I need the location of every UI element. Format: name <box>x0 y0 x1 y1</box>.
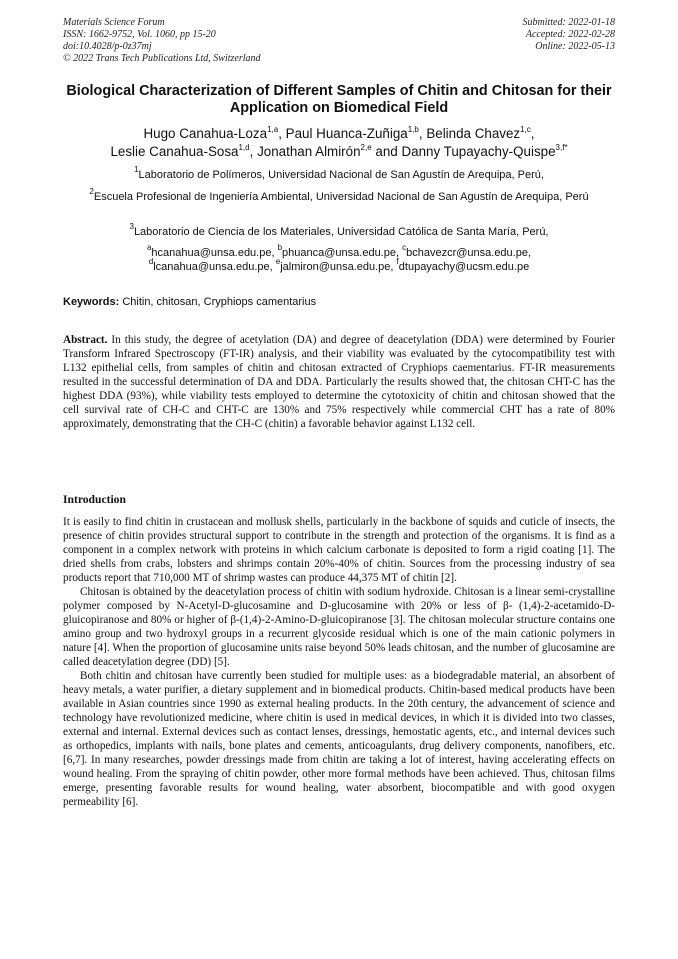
abstract-text: In this study, the degree of acetylation (DA) and degree of deacetylation (DDA) were determined by Fourier Transform Infrared Spectroscopy (FT-IR) analysis, and their viability was evaluated by the cytocompatibility test with L132 epithelial cells, from samples of chitin and chitosan extracted of Cryphiops caementarius. FT-IR measurements resulted in the successful determination of DA and DDA. Particularly the results showed that, the chitosan CHT-C has the highest DDA (93%), while viability tests employed to determine the cytotoxicity of chitin and chitosan showed that the cell survival rate of CH-C and CHT-C are 130% and 75% respectively while commercial CHT has a rate of 80% approximately, demonstrating that the CH-C (chitin) a favorable behavior against L132 cell. <box>63 334 616 430</box>
email-link[interactable]: lcanahua@unsa.edu.pe <box>153 261 270 273</box>
introduction-body <box>63 515 615 809</box>
keywords-text: Chitin, chitosan, Cryphiops camentarius <box>122 296 317 308</box>
email-link[interactable]: jalmiron@unsa.edu.pe <box>280 261 391 273</box>
author-list: Hugo Canahua-Loza$^{1,a}$, Paul Huanca-Zuñiga$^{1,b}$, Belinda Chavez$^{1,c}$, Leslie Canahua-Sosa$^{1,d}$, Jonathan Almirón$^{2,e}$ and Danny Tupayachy-Quispe$^{3,f*}$ <box>110 124 568 159</box>
journal-copyright: © 2022 Trans Tech Publications Ltd, Switzerland <box>63 53 261 64</box>
author-affiliation-mark: 2,e <box>360 142 372 152</box>
section-heading-introduction: Introduction <box>63 493 126 506</box>
online-date: Online: 2022-05-13 <box>535 41 615 52</box>
author-affiliation-mark: 1,d <box>238 142 250 152</box>
email-link[interactable]: phuanca@unsa.edu.pe <box>282 247 396 259</box>
keywords-label: Keywords: <box>63 296 120 308</box>
author-name: Hugo Canahua-Loza <box>143 126 268 141</box>
journal-issn: ISSN: 1662-9752, Vol. 1060, pp 15-20 <box>63 29 216 40</box>
publication-dates <box>523 17 616 53</box>
author-affiliation-mark: 3,f* <box>555 142 568 152</box>
submitted-date: Submitted: 2022-01-18 <box>522 17 615 28</box>
affiliation-2: $^2$Escuela Profesional de Ingeniería Ambiental, Universidad Nacional de San Agustín de Arequipa, Perú <box>89 187 589 203</box>
journal-doi: doi:10.4028/p-0z37mj <box>63 41 152 52</box>
journal-info <box>63 17 261 65</box>
author-name: Leslie Canahua-Sosa <box>110 144 239 159</box>
author-name: Danny Tupayachy-Quispe <box>401 144 556 159</box>
paper-title: Biological Characterization of Different Samples of Chitin and Chitosan for their Application on Biomedical Field <box>66 83 612 116</box>
author-affiliation-mark: 1,c <box>520 124 531 134</box>
affiliation-3: $^3$Laboratorio de Ciencia de los Materiales, Universidad Católica de Santa María, Perú, <box>129 222 549 238</box>
author-name: Jonathan Almirón <box>257 144 361 159</box>
author-affiliation-mark: 1,a <box>267 124 279 134</box>
author-name: Belinda Chavez <box>426 126 521 141</box>
journal-name: Materials Science Forum <box>63 17 165 28</box>
paragraph: It is easily to find chitin in crustacean and mollusk shells, particularly in the backbone of squids and cuticle of insects, the presence of chitin provides structural support to contribute in the strength and protection of the organisms. It is find as a component in a complex network with proteins in which calcium carbonate is deposited to form a rigid coating [1]. The dried shells from crabs, lobsters and shrimps contain 20%-40% of chitin. Sources from the processing industry of sea products report that 710,000 MT of shrimp wastes can produce 44,375 MT of chitin [2]. <box>63 516 615 584</box>
paragraph: Both chitin and chitosan have currently been studied for multiple uses: as a biodegradable material, an absorbent of heavy metals, a water purifier, a dietary supplement and in biomedical products. Chitin-based medical products have been available in Asian countries since 1990 as external healing products. In the 20th century, the advancement of science and technology have revolutionized medicine, where chitin is used in medical devices, in which it is divided into two classes, external and internal. External devices such as contact lenses, dressings, hemostatic agents, etc., and internal devices such as orthopedics, implants with nails, bone plates and cements, anticoagulants, drug delivery components, nanofibers, etc. [6,7]. In many researches, powder dressings made from chitin are taking a lot of interest, having accelerating effects on wound healing. From the spraying of chitin powder, other more formal methods have been achieved. Thus, chitosan films emerge, presenting favorable results for wound healing, water absorbent, biocompatible and with good oxygen permeability [6]. <box>63 670 615 808</box>
email-link[interactable]: bchavezcr@unsa.edu.pe <box>406 247 528 259</box>
affiliation-1: $^1$Laboratorio de Polímeros, Universidad Nacional de San Agustín de Arequipa, Perú, <box>134 165 544 181</box>
abstract-label: Abstract. <box>63 334 108 346</box>
author-affiliation-mark: 1,b <box>407 124 419 134</box>
email-link[interactable]: dtupayachy@ucsm.edu.pe <box>398 261 530 273</box>
author-emails: $^a$hcanahua@unsa.edu.pe, $^b$phuanca@unsa.edu.pe, $^c$bchavezcr@unsa.edu.pe, $^d$lcanahua@unsa.edu.pe, $^e$jalmiron@unsa.edu.pe, $^f$dtupayachy@ucsm.edu.pe <box>146 243 532 273</box>
author-name: Paul Huanca-Zuñiga <box>285 126 408 141</box>
keywords <box>63 295 615 309</box>
paragraph: Chitosan is obtained by the deacetylation process of chitin with sodium hydroxide. Chitosan is a linear semi-crystalline polymer composed by N-Acetyl-D-glucosamine and D-glucosamine with 20% or less of β- (1,4)-2-acetamido-D-gluicopiranose and 80% or higher of β-(1,4)-2-Amino-D-gluicopiranose [3]. The chitosan molecular structure contains one amino group and two hydroxyl groups in a recurrent glycoside residual which is one of the main cationic polymers in nature [4]. When the proportion of glucosamine units raise beyond 50% leads chitosan, and the number of glucosamine are called deacetylation degree (DD) [5]. <box>63 586 615 668</box>
accepted-date: Accepted: 2022-02-28 <box>525 29 615 40</box>
email-link[interactable]: hcanahua@unsa.edu.pe <box>151 247 272 259</box>
abstract <box>63 333 615 431</box>
